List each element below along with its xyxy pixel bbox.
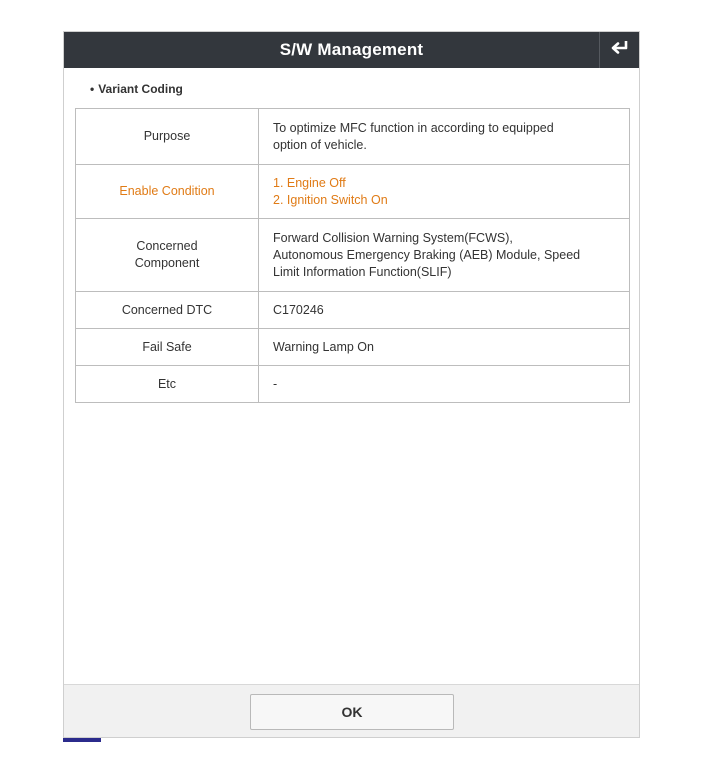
row-label: Concerned DTC: [76, 292, 259, 329]
back-button[interactable]: [599, 32, 639, 68]
row-value-line: Forward Collision Warning System(FCWS),: [273, 230, 513, 245]
row-value-line: option of vehicle.: [273, 138, 367, 152]
title-bar: [64, 32, 639, 68]
row-label: Etc: [76, 366, 259, 403]
row-label-line: Concerned: [136, 239, 198, 253]
info-table: [75, 108, 630, 403]
table-row-concerned-component: [76, 219, 630, 292]
row-value: [259, 219, 630, 292]
row-label: Purpose: [76, 109, 259, 165]
row-value: Warning Lamp On: [259, 329, 630, 366]
row-value: C170246: [259, 292, 630, 329]
table-row-concerned-dtc: [76, 292, 630, 329]
section-heading-text: Variant Coding: [98, 82, 183, 96]
sw-management-dialog: [63, 31, 640, 738]
row-value-line: 2. Ignition Switch On: [273, 192, 388, 207]
row-value-line: To optimize MFC function in according to equipped: [273, 121, 554, 135]
bullet: •: [90, 82, 95, 96]
dialog-footer: [64, 684, 639, 737]
row-value: [259, 165, 630, 219]
row-value: -: [259, 366, 630, 403]
section-heading: [90, 82, 183, 96]
return-arrow-icon: [610, 39, 630, 62]
table-row-purpose: [76, 109, 630, 165]
row-label: [76, 219, 259, 292]
ok-button[interactable]: OK: [250, 694, 454, 730]
row-value-line: 1. Engine Off: [273, 175, 346, 190]
row-label: Enable Condition: [76, 165, 259, 219]
row-value-line: Autonomous Emergency Braking (AEB) Module, Speed: [273, 247, 581, 262]
dialog-title: S/W Management: [279, 40, 424, 59]
table-row-etc: [76, 366, 630, 403]
row-value: [259, 109, 630, 165]
row-value-line: Limit Information Function(SLIF): [273, 264, 452, 279]
table-row-enable-condition: [76, 165, 630, 219]
table-row-fail-safe: [76, 329, 630, 366]
accent-strip: [63, 738, 101, 742]
row-label-line: Component: [134, 256, 200, 270]
row-label: Fail Safe: [76, 329, 259, 366]
